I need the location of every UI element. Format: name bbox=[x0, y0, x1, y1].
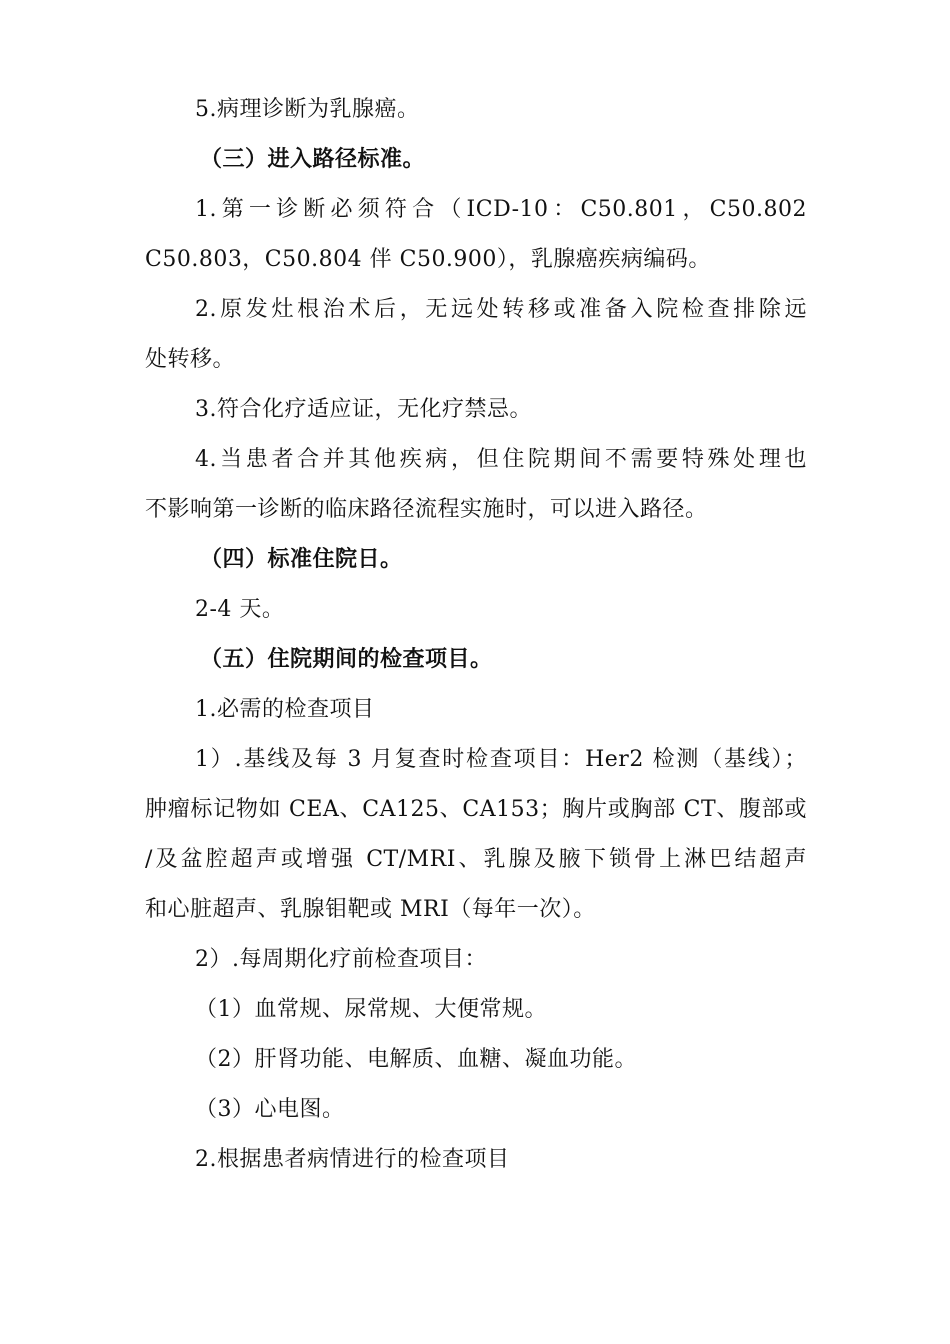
paragraph-line: 1）.基线及每 3 月复查时检查项目：Her2 检测（基线）； bbox=[195, 747, 807, 772]
list-item: （2）肝肾功能、电解质、血糖、凝血功能。 bbox=[195, 1047, 637, 1072]
list-item: （1）血常规、尿常规、大便常规。 bbox=[195, 997, 547, 1022]
paragraph-line: 2.根据患者病情进行的检查项目 bbox=[195, 1147, 510, 1172]
paragraph-line: /及盆腔超声或增强 CT/MRI、乳腺及腋下锁骨上淋巴结超声 bbox=[145, 847, 807, 872]
paragraph-line: 1.必需的检查项目 bbox=[195, 697, 375, 722]
paragraph-line: 和心脏超声、乳腺钼靶或 MRI（每年一次）。 bbox=[145, 897, 596, 922]
section-heading: （四）标准住院日。 bbox=[200, 547, 403, 572]
paragraph-line: 2.原发灶根治术后，无远处转移或准备入院检查排除远 bbox=[195, 297, 807, 322]
paragraph-line: 1.第一诊断必须符合（ICD-10：C50.801，C50.802 bbox=[195, 197, 807, 222]
paragraph-line: 处转移。 bbox=[145, 347, 236, 372]
paragraph-line: 2-4 天。 bbox=[195, 597, 285, 622]
section-heading: （三）进入路径标准。 bbox=[200, 147, 426, 172]
paragraph-line: 4.当患者合并其他疾病，但住院期间不需要特殊处理也 bbox=[195, 447, 807, 472]
paragraph-line: 3.符合化疗适应证，无化疗禁忌。 bbox=[195, 397, 532, 422]
paragraph-line: C50.803，C50.804 伴 C50.900），乳腺癌疾病编码。 bbox=[145, 247, 711, 272]
paragraph-line: 2）.每周期化疗前检查项目： bbox=[195, 947, 487, 972]
list-item: （3）心电图。 bbox=[195, 1097, 345, 1122]
section-heading: （五）住院期间的检查项目。 bbox=[200, 647, 493, 672]
paragraph-line: 不影响第一诊断的临床路径流程实施时，可以进入路径。 bbox=[145, 497, 708, 522]
paragraph-line: 5.病理诊断为乳腺癌。 bbox=[195, 97, 420, 122]
paragraph-line: 肿瘤标记物如 CEA、CA125、CA153；胸片或胸部 CT、腹部或 bbox=[145, 797, 807, 822]
